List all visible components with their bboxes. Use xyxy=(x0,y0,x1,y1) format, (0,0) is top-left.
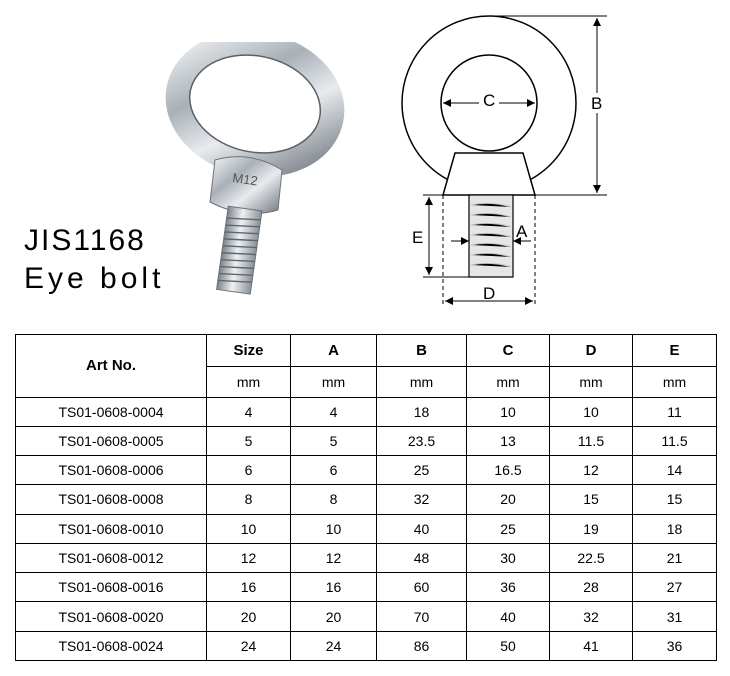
c-cell: 10 xyxy=(467,397,550,426)
art-no-cell: TS01-0608-0020 xyxy=(16,602,207,631)
c-cell: 16.5 xyxy=(467,456,550,485)
col-header-c: C xyxy=(467,335,550,367)
art-no-cell: TS01-0608-0024 xyxy=(16,631,207,660)
size-cell: 5 xyxy=(207,426,291,455)
e-cell: 27 xyxy=(633,573,717,602)
size-cell: 20 xyxy=(207,602,291,631)
unit-a: mm xyxy=(291,367,377,397)
d-cell: 22.5 xyxy=(550,543,633,572)
table-row xyxy=(16,543,717,572)
col-header-size: Size xyxy=(207,335,291,367)
size-cell: 16 xyxy=(207,573,291,602)
a-cell: 20 xyxy=(291,602,377,631)
e-cell: 21 xyxy=(633,543,717,572)
c-cell: 13 xyxy=(467,426,550,455)
size-cell: 4 xyxy=(207,397,291,426)
art-no-cell: TS01-0608-0008 xyxy=(16,485,207,514)
product-name: Eye bolt xyxy=(24,262,165,295)
art-no-cell: TS01-0608-0010 xyxy=(16,514,207,543)
a-cell: 16 xyxy=(291,573,377,602)
a-cell: 24 xyxy=(291,631,377,660)
product-title xyxy=(24,222,164,298)
art-no-cell: TS01-0608-0012 xyxy=(16,543,207,572)
b-cell: 70 xyxy=(377,602,467,631)
d-cell: 11.5 xyxy=(550,426,633,455)
b-cell: 32 xyxy=(377,485,467,514)
table-row xyxy=(16,514,717,543)
art-no-cell: TS01-0608-0016 xyxy=(16,573,207,602)
size-cell: 8 xyxy=(207,485,291,514)
table-row xyxy=(16,426,717,455)
a-cell: 5 xyxy=(291,426,377,455)
size-cell: 10 xyxy=(207,514,291,543)
a-cell: 12 xyxy=(291,543,377,572)
table-row xyxy=(16,631,717,660)
c-cell: 36 xyxy=(467,573,550,602)
label-c: C xyxy=(483,91,496,110)
table-row xyxy=(16,602,717,631)
unit-e: mm xyxy=(633,367,717,397)
header-row xyxy=(16,335,717,367)
b-cell: 60 xyxy=(377,573,467,602)
unit-c: mm xyxy=(467,367,550,397)
size-cell: 12 xyxy=(207,543,291,572)
table-row xyxy=(16,456,717,485)
b-cell: 40 xyxy=(377,514,467,543)
eye-bolt-photo xyxy=(160,42,350,300)
standard-code: JIS1168 xyxy=(24,224,146,257)
size-cell: 6 xyxy=(207,456,291,485)
a-cell: 8 xyxy=(291,485,377,514)
label-e: E xyxy=(412,228,424,247)
table-row xyxy=(16,573,717,602)
c-cell: 50 xyxy=(467,631,550,660)
label-b: B xyxy=(591,94,603,113)
e-cell: 15 xyxy=(633,485,717,514)
b-cell: 18 xyxy=(377,397,467,426)
dimension-diagram xyxy=(385,5,625,315)
c-cell: 20 xyxy=(467,485,550,514)
a-cell: 10 xyxy=(291,514,377,543)
a-cell: 4 xyxy=(291,397,377,426)
e-cell: 11.5 xyxy=(633,426,717,455)
d-cell: 32 xyxy=(550,602,633,631)
b-cell: 48 xyxy=(377,543,467,572)
size-cell: 24 xyxy=(207,631,291,660)
col-header-b: B xyxy=(377,335,467,367)
art-no-cell: TS01-0608-0004 xyxy=(16,397,207,426)
d-cell: 19 xyxy=(550,514,633,543)
table-row xyxy=(16,397,717,426)
table-row xyxy=(16,485,717,514)
col-header-a: A xyxy=(291,335,377,367)
c-cell: 40 xyxy=(467,602,550,631)
e-cell: 36 xyxy=(633,631,717,660)
art-no-header: Art No. xyxy=(16,335,207,398)
col-header-e: E xyxy=(633,335,717,367)
b-cell: 23.5 xyxy=(377,426,467,455)
c-cell: 25 xyxy=(467,514,550,543)
b-cell: 25 xyxy=(377,456,467,485)
e-cell: 31 xyxy=(633,602,717,631)
e-cell: 14 xyxy=(633,456,717,485)
d-cell: 15 xyxy=(550,485,633,514)
b-cell: 86 xyxy=(377,631,467,660)
d-cell: 10 xyxy=(550,397,633,426)
e-cell: 18 xyxy=(633,514,717,543)
unit-b: mm xyxy=(377,367,467,397)
size-stamp: M12 xyxy=(231,170,259,189)
label-d: D xyxy=(483,284,496,303)
d-cell: 12 xyxy=(550,456,633,485)
unit-d: mm xyxy=(550,367,633,397)
label-a: A xyxy=(516,222,528,241)
a-cell: 6 xyxy=(291,456,377,485)
d-cell: 28 xyxy=(550,573,633,602)
c-cell: 30 xyxy=(467,543,550,572)
unit-size: mm xyxy=(207,367,291,397)
art-no-cell: TS01-0608-0005 xyxy=(16,426,207,455)
spec-table xyxy=(15,334,717,661)
col-header-d: D xyxy=(550,335,633,367)
d-cell: 41 xyxy=(550,631,633,660)
e-cell: 11 xyxy=(633,397,717,426)
art-no-cell: TS01-0608-0006 xyxy=(16,456,207,485)
